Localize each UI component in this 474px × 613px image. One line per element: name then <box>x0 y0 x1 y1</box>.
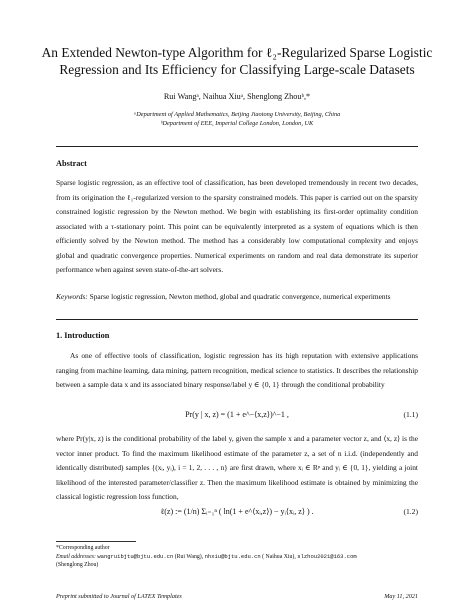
abstract-text: Sparse logistic regression, as an effective tool of classification, has been developed tremendously in recent two decades, from its origination the ℓ₁-regularized version to the sparsity constrained models. This paper is carried out on the sparsity constrained logistic regression by the Newton method. We begin with establishing its first-order optimality condition associated with a τ-stationary point. This point can be equivalently interpreted as a system of equations which is then efficiently solved by the Newton method. The method has a considerably low computational complexity and enjoys global and quadratic convergence properties. Numerical experiments on random and real data demonstrate its superior performance when against seven state-of-the-art solvers. <box>56 178 418 274</box>
footnote-corresponding: *Corresponding author <box>56 545 110 551</box>
abstract-bottom-rule <box>56 319 418 320</box>
intro-paragraph-2: where Pr(y|x, z) is the conditional probability of the label y, given the sample x and a parameter vector z, and ⟨x, z⟩ is the vector inner product. To find the maximum likelihood estimate of the parameter z, a set of n i.i.d. (independently and identically distributed) samples {(xᵢ, yᵢ), i = 1, 2, . . . , n} are first drawn, where xᵢ ∈ Rᵖ and yᵢ ∈ {0, 1}, yielding a joint likelihood of the interested parameter/classifier z. Then the maximum likelihood estimate is obtained by minimizing the classical logistic regression loss function, <box>56 434 418 501</box>
preprint-note: Preprint submitted to Journal of LATEX Templates <box>56 593 182 600</box>
equation-1-2-body: ℓ(z) := (1/n) Σᵢ₌₁ⁿ ( ln(1 + e^⟨xᵢ,z⟩) − yᵢ⟨xᵢ, z⟩ ) . <box>160 507 314 516</box>
keywords <box>56 290 418 305</box>
footnote-emails <box>56 553 418 562</box>
email-link-2[interactable]: nhxiu@bjtu.edu.cn <box>204 552 261 560</box>
abstract-top-rule <box>56 146 418 147</box>
email-link-3[interactable]: slzhou2021@163.com <box>297 552 357 560</box>
equation-1-1-body: Pr(y | x, z) = (1 + e^−⟨x,z⟩)^−1 , <box>185 410 289 419</box>
title-line-1: An Extended Newton-type Algorithm for ℓ₂-Regularized Sparse Logistic <box>41 45 433 60</box>
email-name-1: (Rui Wang), <box>174 553 204 560</box>
intro-paragraph-1: As one of effective tools of classification, logistic regression has its high reputation with extensive applications ranging from machine learning, data mining, pattern recognition, medical science to statistics. It describes the relationship between a sample data x and its associated binary response/label y ∈ {0, 1} through the conditional probability <box>56 351 418 389</box>
equation-1-2-number: (1.2) <box>403 507 418 516</box>
affiliations <box>30 110 444 128</box>
paper-title <box>30 44 444 78</box>
section-heading-introduction: 1. Introduction <box>56 331 110 340</box>
title-line-2: Regression and Its Efficiency for Classifying Large-scale Datasets <box>59 62 415 77</box>
footnote-block <box>56 544 418 570</box>
equation-1-1-number: (1.1) <box>403 410 418 419</box>
footnote-rule <box>56 541 136 542</box>
email-name-2: ( Naihua Xiu), <box>262 553 296 560</box>
footnote-email-label: Email addresses: <box>56 553 96 560</box>
email-link-1[interactable]: wangruibjtu@bjtu.edu.cn <box>97 552 174 560</box>
affiliation-a: ᵃDepartment of Applied Mathematics, Beijing Jiaotong University, Beijing, China <box>133 111 341 118</box>
keywords-label: Keywords: <box>56 292 88 301</box>
keywords-text: Sparse logistic regression, Newton method, global and quadratic convergence, numerical experiments <box>89 292 391 301</box>
date-label: May 11, 2021 <box>384 593 418 600</box>
equation-1-1 <box>56 410 418 426</box>
abstract-heading: Abstract <box>56 159 87 168</box>
author-list: Rui Wangᵃ, Naihua Xiuᵃ, Shenglong Zhouᵇ,* <box>163 92 311 101</box>
affiliation-b: ᵇDepartment of EEE, Imperial College London, London, UK <box>160 120 314 127</box>
footnote-name-3: (Shenglong Zhou) <box>56 562 99 568</box>
equation-1-2 <box>56 507 418 523</box>
